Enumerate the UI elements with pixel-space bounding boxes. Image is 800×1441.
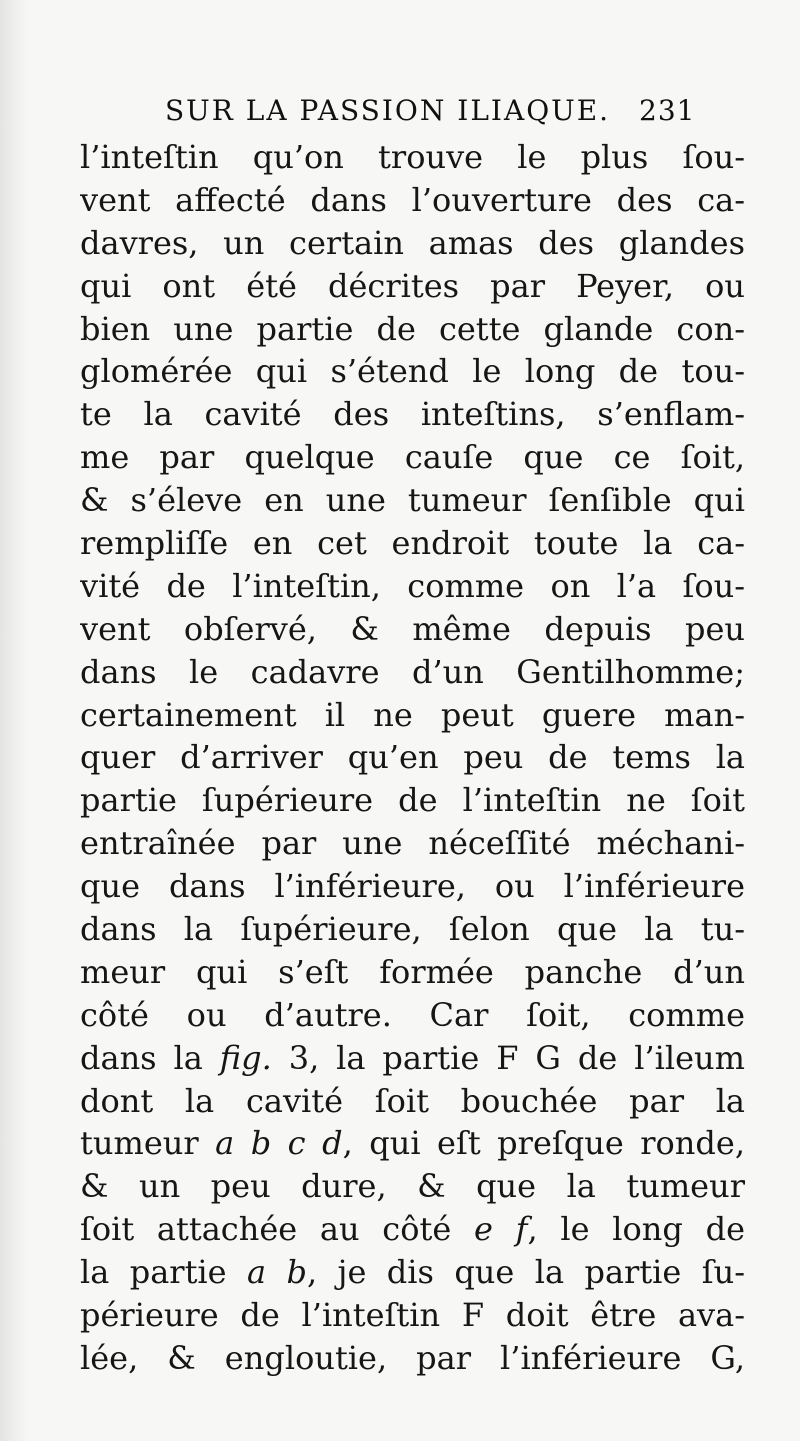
text-line: & un peu dure, & que la tumeur: [80, 1167, 745, 1206]
text-line-partie: [80, 1251, 745, 1294]
text-line: dont la cavité ſoit bouchée par la: [80, 1081, 745, 1120]
text-line: côté ou d’autre. Car ſoit, comme: [80, 995, 745, 1034]
text-segment: , qui eſt preſque ronde,: [342, 1124, 745, 1163]
text-line: périeure de l’inteſtin F doit être ava-: [80, 1296, 745, 1335]
figure-reference: fig.: [219, 1038, 272, 1077]
text-line: rempliſſe en cet endroit toute la ca-: [80, 524, 745, 563]
text-line: vent affecté dans l’ouverture des ca-: [80, 180, 745, 219]
text-line: davres, un certain amas des glandes: [80, 223, 745, 262]
text-line: bien une partie de cette glande con-: [80, 309, 745, 348]
text-line: partie ſupérieure de l’inteſtin ne ſoit: [80, 781, 745, 820]
text-line: vent obſervé, & même depuis peu: [80, 609, 745, 648]
text-line-tumeur: [80, 1122, 745, 1165]
text-line-attachee: [80, 1208, 745, 1251]
body-text: [80, 136, 745, 1380]
text-segment: 3, la partie F G de l’ileum: [271, 1038, 745, 1077]
text-line: dans le cadavre d’un Gentilhomme;: [80, 652, 745, 691]
text-line: & s’éleve en une tumeur ſenſible qui: [80, 481, 745, 520]
text-segment: la partie: [80, 1253, 247, 1292]
letter-reference: e f: [474, 1210, 528, 1249]
text-line: vité de l’inteſtin, comme on l’a ſou-: [80, 566, 745, 605]
text-line: lée, & engloutie, par l’inférieure G,: [80, 1338, 745, 1377]
text-segment: dans la: [80, 1038, 220, 1077]
text-line: dans la ſupérieure, ſelon que la tu-: [80, 910, 745, 949]
text-line: meur qui s’eſt formée panche d’un: [80, 952, 745, 991]
text-line: qui ont été décrites par Peyer, ou: [80, 266, 745, 305]
text-line: l’inteſtin qu’on trouve le plus ſou-: [80, 138, 745, 176]
text-segment: , je dis que la partie ſu-: [306, 1253, 745, 1292]
text-segment: , le long de: [527, 1210, 745, 1249]
running-head-title: SUR LA PASSION ILIAQUE.: [165, 94, 611, 127]
text-line: glomérée qui s’étend le long de tou-: [80, 352, 745, 391]
running-head: [165, 94, 695, 127]
page-number: 231: [639, 94, 696, 127]
letter-reference: a b c d: [215, 1124, 343, 1163]
page-gutter-shadow: [0, 0, 30, 1441]
text-line: quer d’arriver qu’en peu de tems la: [80, 738, 745, 777]
letter-reference: a b: [247, 1253, 307, 1292]
text-line: me par quelque cauſe que ce ſoit,: [80, 438, 745, 477]
text-line-figure-reference: [80, 1037, 745, 1080]
text-line: que dans l’inférieure, ou l’inférieure: [80, 867, 745, 906]
text-line: entraînée par une néceſſité méchani-: [80, 824, 745, 863]
text-segment: ſoit attachée au côté: [80, 1210, 475, 1249]
text-segment: tumeur: [80, 1124, 216, 1163]
text-line: te la cavité des inteſtins, s’enflam-: [80, 395, 745, 434]
text-line: certainement il ne peut guere man-: [80, 695, 745, 734]
